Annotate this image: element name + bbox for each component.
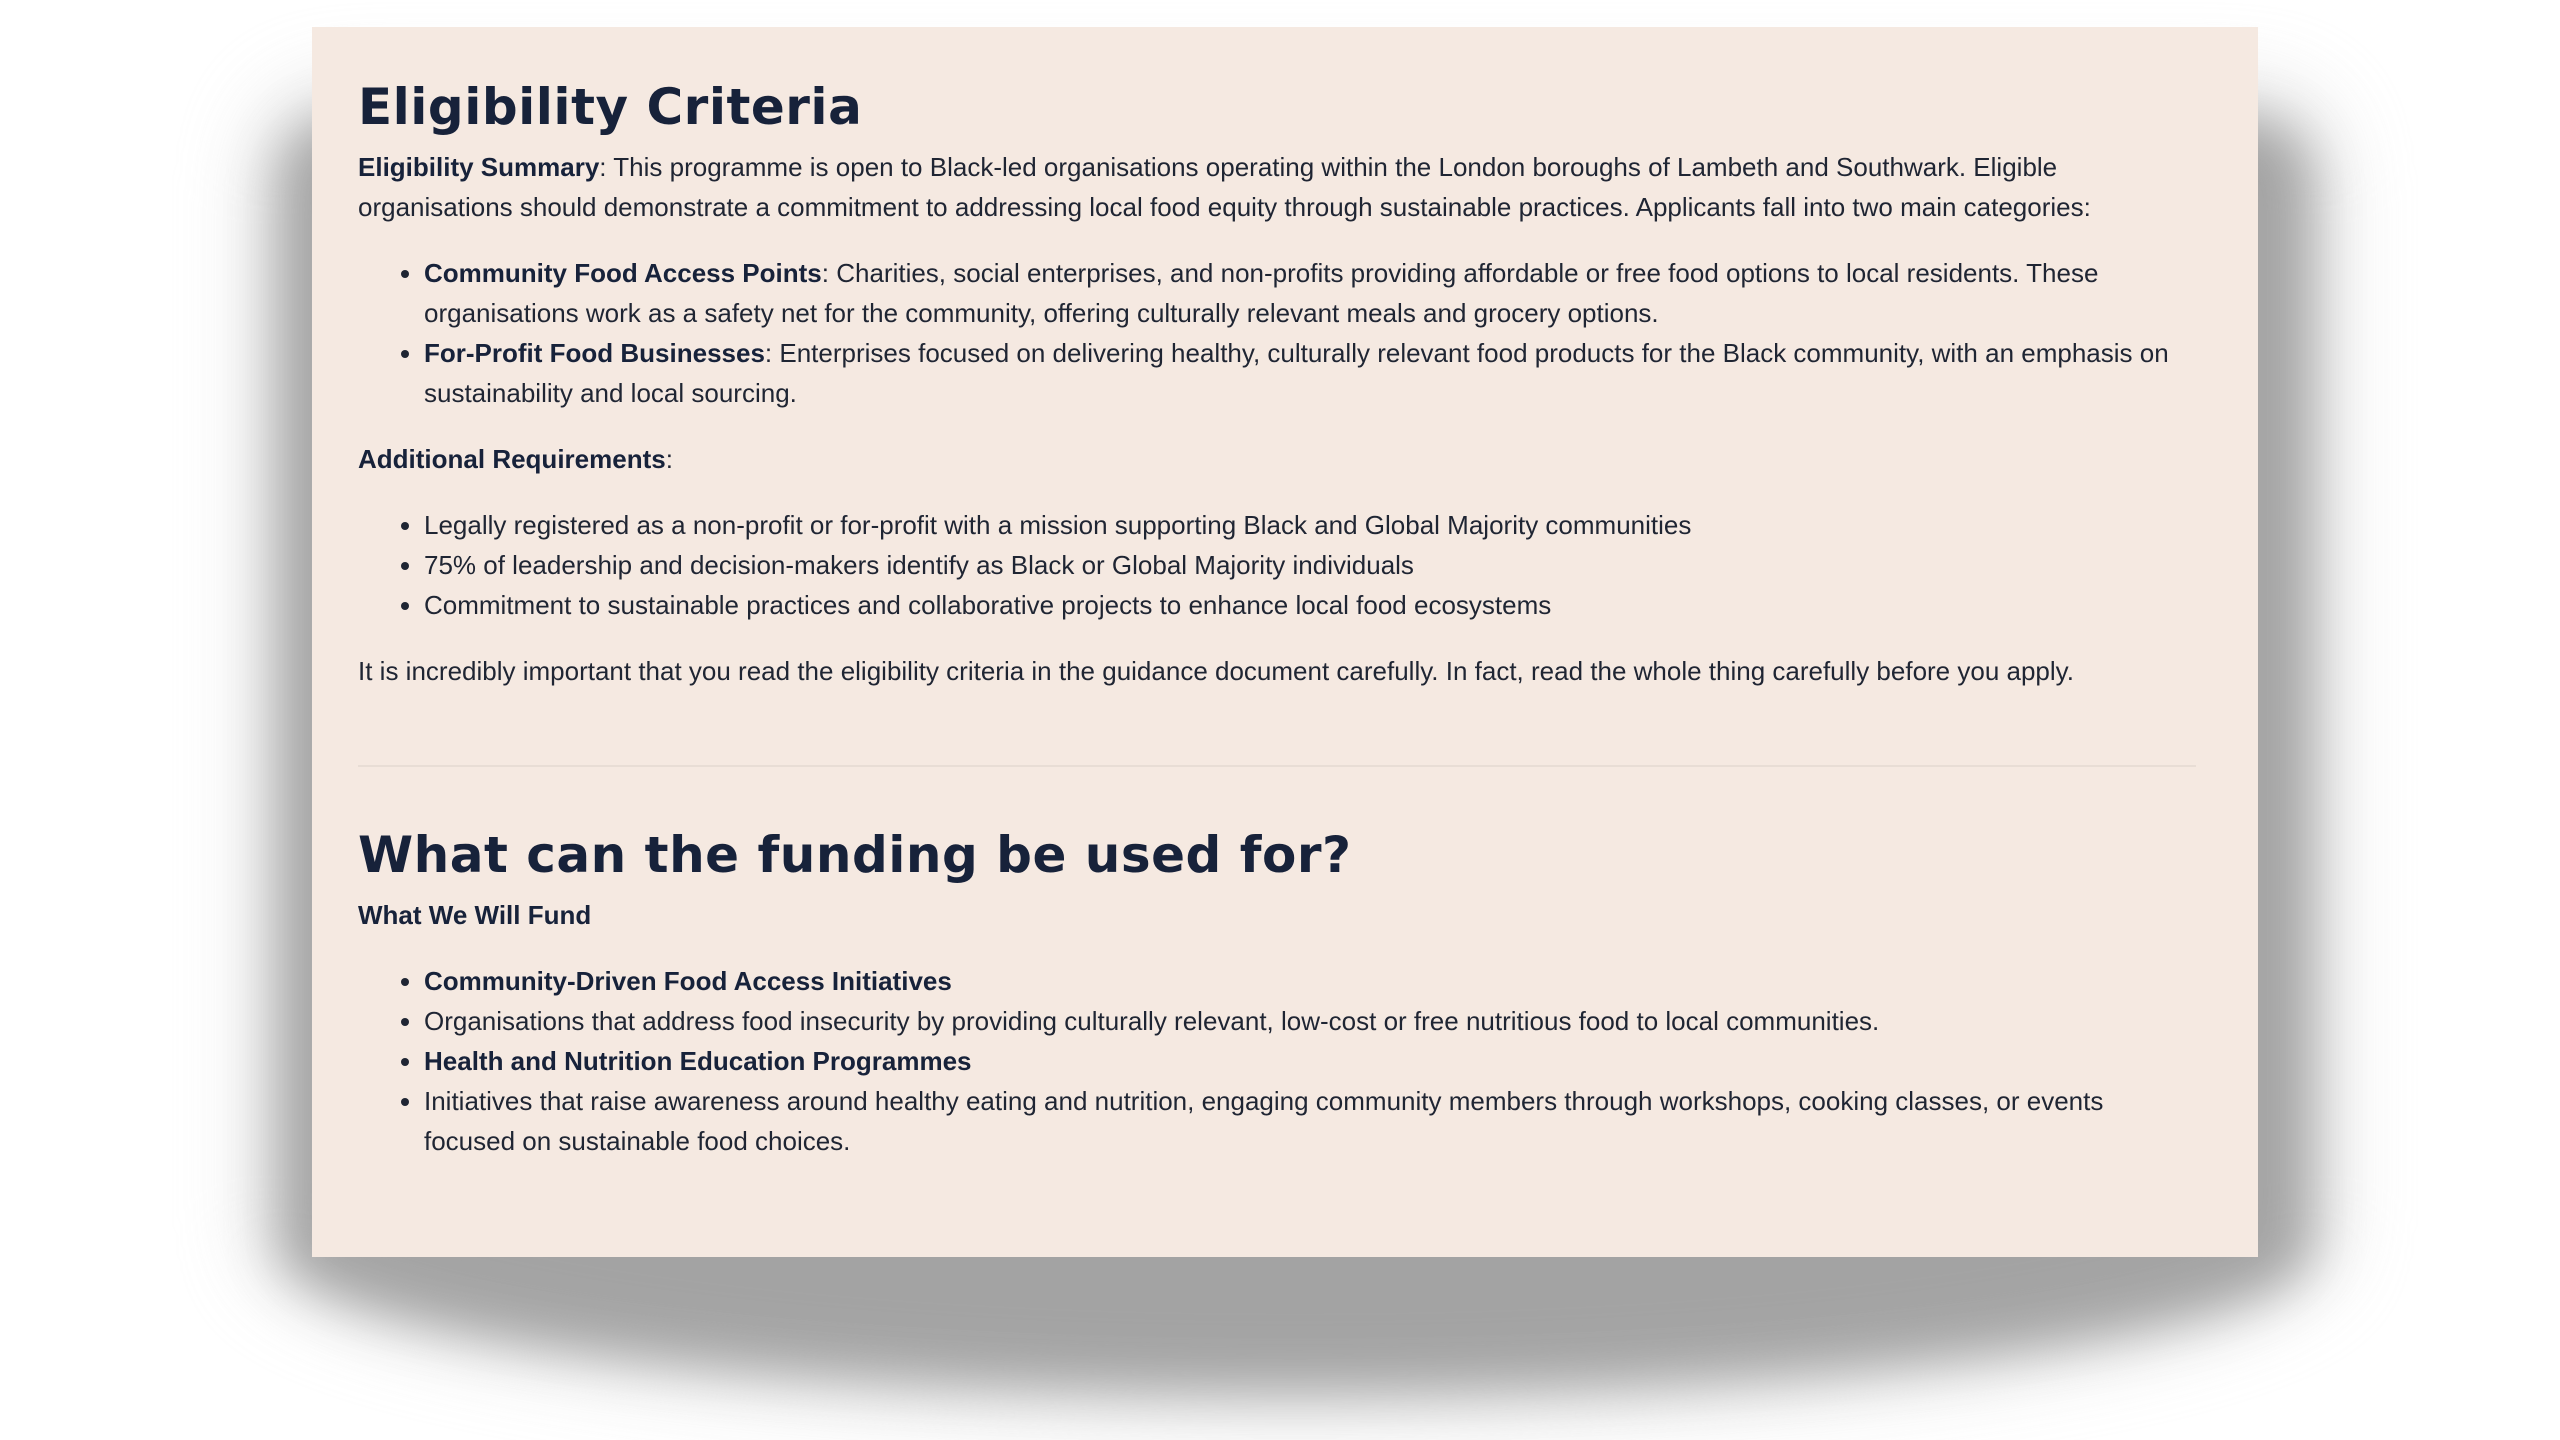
category-label: Community Food Access Points — [424, 258, 822, 288]
list-item — [424, 333, 2196, 413]
additional-requirements-suffix: : — [665, 444, 673, 474]
list-item — [424, 253, 2196, 333]
category-label: For-Profit Food Businesses — [424, 338, 765, 368]
eligibility-summary-label: Eligibility Summary — [358, 152, 600, 182]
list-item — [424, 1001, 2196, 1041]
list-item: • 75% of leadership and decision-makers identify as Black or Global Majority individuals — [424, 545, 2196, 585]
funding-item-title: Community-Driven Food Access Initiatives — [424, 966, 952, 996]
document-page — [312, 27, 2258, 1257]
eligibility-summary — [358, 147, 2196, 227]
category-text: : Enterprises focused on delivering healthy, culturally relevant food products for the Black community, with an emphasis on sustainability and local sourcing. — [424, 338, 2169, 408]
funding-list — [358, 961, 2196, 1161]
eligibility-note: It is incredibly important that you read the eligibility criteria in the guidance document carefully. In fact, read the whole thing carefully before you apply. — [358, 656, 2074, 686]
section-divider — [358, 765, 2196, 767]
list-item: • Legally registered as a non-profit or for-profit with a mission supporting Black and Global Majority communities — [424, 505, 2196, 545]
additional-requirements-label: Additional Requirements — [358, 444, 666, 474]
requirements-list — [358, 505, 2196, 625]
eligibility-categories-list — [358, 253, 2196, 413]
eligibility-summary-text: : This programme is open to Black-led organisations operating within the London boroughs of Lambeth and Southwark. Eligible organisations should demonstrate a commitment to addressing local food equity through sustainable practices. Applicants fall into two main categories: — [358, 152, 2091, 222]
funding-item-text: Initiatives that raise awareness around healthy eating and nutrition, engaging community members through workshops, cooking classes, or events focused on sustainable food choices. — [424, 1086, 2104, 1156]
eligibility-heading: Eligibility Criteria — [358, 78, 863, 136]
funding-item-text: Organisations that address food insecurity by providing culturally relevant, low-cost or free nutritious food to local communities. — [424, 1006, 1880, 1036]
category-text: : Charities, social enterprises, and non-profits providing affordable or free food options to local residents. These organisations work as a safety net for the community, offering culturally relevant meals and grocery options. — [424, 258, 2099, 328]
list-item — [424, 1041, 2196, 1081]
list-item — [424, 1081, 2196, 1161]
funding-subheading — [358, 895, 2196, 935]
funding-subheading-text: What We Will Fund — [358, 900, 592, 930]
list-item — [424, 961, 2196, 1001]
funding-item-title: Health and Nutrition Education Programmes — [424, 1046, 972, 1076]
additional-requirements — [358, 439, 2196, 479]
funding-heading: What can the funding be used for? — [358, 826, 1352, 884]
list-item: • Commitment to sustainable practices and collaborative projects to enhance local food ecosystems — [424, 585, 2196, 625]
